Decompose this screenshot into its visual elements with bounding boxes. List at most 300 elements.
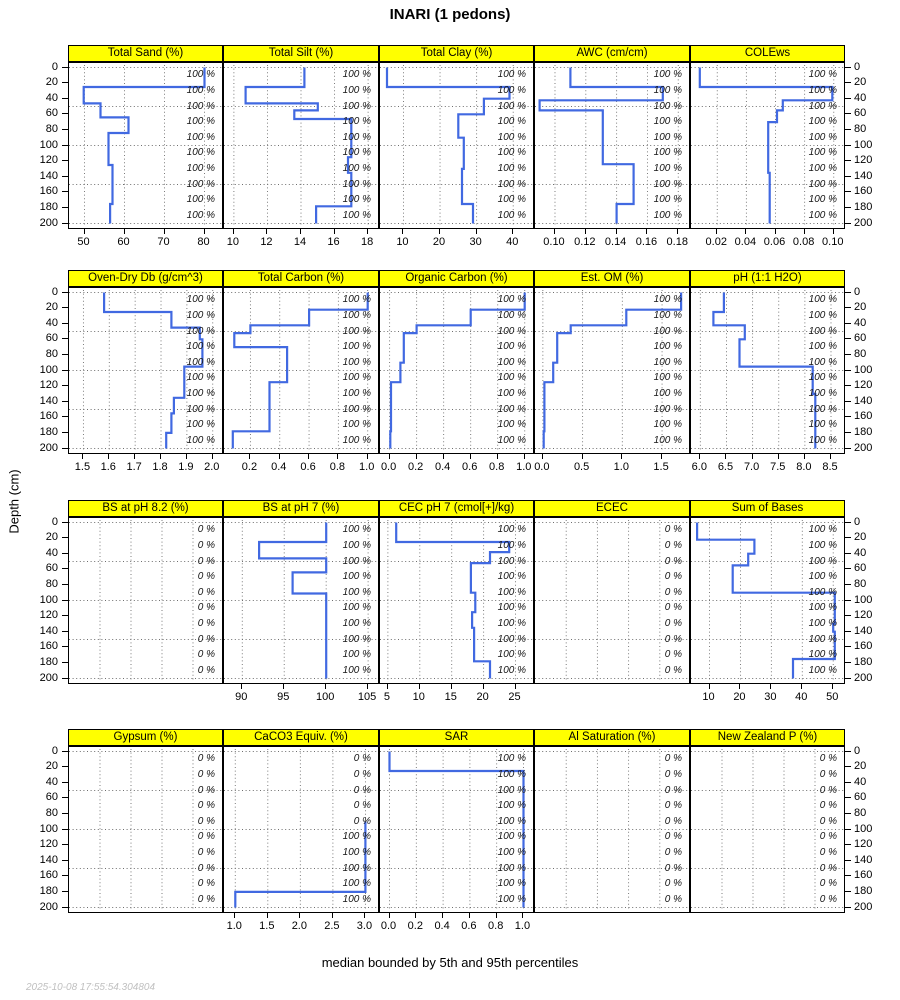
y-tick-label-right: 0 bbox=[854, 60, 861, 73]
strip-total-clay bbox=[379, 45, 534, 62]
panel-total-silt bbox=[223, 62, 379, 229]
pct-label: 0 % bbox=[819, 815, 837, 827]
x-tick-label: 0.04 bbox=[734, 236, 757, 248]
pct-label: 100 % bbox=[497, 419, 526, 431]
y-tick-mark-right bbox=[845, 751, 851, 752]
pct-label: 0 % bbox=[197, 633, 215, 645]
x-tick-mark bbox=[212, 454, 213, 459]
y-tick-label-left: 0 bbox=[51, 515, 58, 528]
y-tick-label-left: 80 bbox=[45, 806, 58, 819]
y-tick-label-right: 20 bbox=[854, 301, 867, 314]
x-tick-label: 16 bbox=[327, 236, 340, 248]
y-tick-label-right: 0 bbox=[854, 285, 861, 298]
panel-est-om bbox=[534, 287, 690, 454]
pct-label: 100 % bbox=[342, 893, 371, 905]
pct-label: 0 % bbox=[664, 800, 682, 812]
strip-sar bbox=[379, 729, 534, 746]
x-tick-label: 0.2 bbox=[407, 920, 423, 932]
y-tick-label-left: 20 bbox=[45, 531, 58, 544]
pct-label: 0 % bbox=[197, 815, 215, 827]
y-tick-label-right: 120 bbox=[854, 609, 873, 622]
strip-organic-carbon bbox=[379, 270, 534, 287]
pct-label: 100 % bbox=[808, 294, 837, 306]
pct-label: 100 % bbox=[808, 403, 837, 415]
pct-label: 100 % bbox=[186, 178, 215, 190]
pct-label: 100 % bbox=[808, 209, 837, 221]
pct-label: 100 % bbox=[342, 387, 371, 399]
pct-label: 100 % bbox=[497, 356, 526, 368]
pct-label: 100 % bbox=[186, 116, 215, 128]
pct-label: 100 % bbox=[497, 815, 526, 827]
x-tick-label: 0.06 bbox=[763, 236, 786, 248]
pct-label: 100 % bbox=[497, 555, 526, 567]
pct-label: 0 % bbox=[664, 555, 682, 567]
pct-label: 100 % bbox=[342, 341, 371, 353]
y-tick-mark-left bbox=[62, 860, 68, 861]
pct-label: 100 % bbox=[653, 178, 682, 190]
x-tick-mark bbox=[389, 454, 390, 459]
y-tick-label-right: 80 bbox=[854, 577, 867, 590]
y-tick-mark-left bbox=[62, 129, 68, 130]
y-tick-mark-right bbox=[845, 292, 851, 293]
x-tick-label: 1.0 bbox=[226, 920, 242, 932]
pct-label: 0 % bbox=[664, 878, 682, 890]
y-tick-mark-left bbox=[62, 191, 68, 192]
y-tick-label-left: 120 bbox=[39, 154, 58, 167]
y-tick-mark-left bbox=[62, 223, 68, 224]
panel-total-clay bbox=[379, 62, 534, 229]
y-tick-mark-left bbox=[62, 145, 68, 146]
pct-label: 0 % bbox=[197, 846, 215, 858]
y-tick-mark-left bbox=[62, 67, 68, 68]
pct-label: 0 % bbox=[353, 753, 371, 765]
panel-oven-dry-db bbox=[68, 287, 223, 454]
strip-bs-ph7 bbox=[223, 500, 379, 517]
x-tick-label: 60 bbox=[117, 236, 130, 248]
pct-label: 100 % bbox=[342, 84, 371, 96]
y-tick-label-left: 200 bbox=[39, 441, 58, 454]
y-tick-mark-right bbox=[845, 67, 851, 68]
pct-label: 100 % bbox=[497, 571, 526, 583]
panel-new-zealand-p bbox=[690, 746, 845, 913]
pct-label: 0 % bbox=[664, 524, 682, 536]
strip-title-awc: AWC (cm/cm) bbox=[576, 47, 648, 59]
pct-label: 100 % bbox=[497, 434, 526, 446]
x-tick-label: 1.9 bbox=[178, 461, 194, 473]
pct-label: 100 % bbox=[342, 403, 371, 415]
pct-label: 100 % bbox=[342, 862, 371, 874]
panel-gypsum bbox=[68, 746, 223, 913]
pct-label: 100 % bbox=[808, 555, 837, 567]
y-tick-label-left: 120 bbox=[39, 609, 58, 622]
y-tick-mark-right bbox=[845, 416, 851, 417]
caption: median bounded by 5th and 95th percentiles bbox=[321, 955, 579, 970]
y-tick-mark-right bbox=[845, 797, 851, 798]
pct-label: 100 % bbox=[342, 147, 371, 159]
strip-title-sum-of-bases: Sum of Bases bbox=[731, 502, 804, 514]
pct-label: 0 % bbox=[819, 768, 837, 780]
x-tick-mark bbox=[497, 454, 498, 459]
y-tick-label-left: 0 bbox=[51, 744, 58, 757]
y-tick-label-right: 20 bbox=[854, 76, 867, 89]
x-tick-mark bbox=[496, 913, 497, 918]
timestamp: 2025-10-08 17:55:54.304804 bbox=[26, 982, 156, 993]
x-tick-mark bbox=[483, 684, 484, 689]
x-tick-label: 5 bbox=[383, 691, 390, 703]
y-tick-mark-left bbox=[62, 338, 68, 339]
pct-label: 100 % bbox=[808, 147, 837, 159]
x-tick-label: 7.5 bbox=[770, 461, 786, 473]
panel-awc bbox=[534, 62, 690, 229]
x-tick-mark bbox=[554, 229, 555, 234]
x-tick-label: 30 bbox=[469, 236, 482, 248]
pct-label: 100 % bbox=[653, 403, 682, 415]
pct-label: 100 % bbox=[808, 372, 837, 384]
x-tick-label: 15 bbox=[444, 691, 457, 703]
pct-label: 100 % bbox=[342, 586, 371, 598]
pct-label: 0 % bbox=[819, 878, 837, 890]
y-tick-mark-right bbox=[845, 160, 851, 161]
pct-label: 100 % bbox=[497, 325, 526, 337]
pct-label: 100 % bbox=[186, 209, 215, 221]
strip-est-om bbox=[534, 270, 690, 287]
y-tick-mark-left bbox=[62, 292, 68, 293]
x-tick-mark bbox=[582, 454, 583, 459]
pct-label: 100 % bbox=[342, 309, 371, 321]
y-tick-label-left: 180 bbox=[39, 884, 58, 897]
y-tick-mark-left bbox=[62, 662, 68, 663]
pct-label: 100 % bbox=[497, 387, 526, 399]
y-tick-label-right: 180 bbox=[854, 200, 873, 213]
chart-title: INARI (1 pedons) bbox=[389, 6, 511, 23]
pct-label: 100 % bbox=[342, 209, 371, 221]
y-tick-mark-right bbox=[845, 615, 851, 616]
x-tick-mark bbox=[283, 684, 284, 689]
pct-label: 100 % bbox=[342, 664, 371, 676]
pct-label: 100 % bbox=[186, 162, 215, 174]
y-tick-mark-right bbox=[845, 432, 851, 433]
y-tick-mark-left bbox=[62, 875, 68, 876]
y-tick-label-left: 60 bbox=[45, 107, 58, 120]
x-tick-mark bbox=[367, 454, 368, 459]
x-tick-mark bbox=[470, 454, 471, 459]
x-tick-mark bbox=[308, 454, 309, 459]
x-tick-mark bbox=[415, 913, 416, 918]
x-tick-mark bbox=[337, 454, 338, 459]
y-tick-mark-right bbox=[845, 782, 851, 783]
pct-label: 0 % bbox=[197, 784, 215, 796]
x-tick-mark bbox=[234, 913, 235, 918]
panel-colews bbox=[690, 62, 845, 229]
pct-label: 100 % bbox=[808, 586, 837, 598]
pct-label: 100 % bbox=[653, 325, 682, 337]
y-tick-label-right: 80 bbox=[854, 122, 867, 135]
y-tick-mark-right bbox=[845, 829, 851, 830]
pct-label: 0 % bbox=[819, 753, 837, 765]
y-tick-label-left: 180 bbox=[39, 655, 58, 668]
x-tick-label: 2.0 bbox=[204, 461, 220, 473]
x-tick-label: 70 bbox=[157, 236, 170, 248]
y-tick-mark-left bbox=[62, 813, 68, 814]
pct-label: 100 % bbox=[497, 162, 526, 174]
y-tick-label-left: 140 bbox=[39, 394, 58, 407]
strip-title-ecec: ECEC bbox=[596, 502, 628, 514]
x-tick-mark bbox=[646, 229, 647, 234]
y-tick-mark-right bbox=[845, 678, 851, 679]
pct-label: 100 % bbox=[186, 434, 215, 446]
panel-sum-of-bases bbox=[690, 517, 845, 684]
y-tick-label-left: 40 bbox=[45, 91, 58, 104]
panel-al-saturation bbox=[534, 746, 690, 913]
pct-label: 100 % bbox=[808, 434, 837, 446]
x-tick-mark bbox=[830, 454, 831, 459]
x-tick-label: 1.0 bbox=[359, 461, 375, 473]
y-tick-label-right: 200 bbox=[854, 900, 873, 913]
pct-label: 100 % bbox=[186, 147, 215, 159]
pct-label: 100 % bbox=[653, 69, 682, 81]
y-tick-mark-left bbox=[62, 448, 68, 449]
y-tick-mark-left bbox=[62, 584, 68, 585]
y-tick-label-right: 20 bbox=[854, 531, 867, 544]
x-tick-mark bbox=[82, 454, 83, 459]
x-tick-mark bbox=[84, 229, 85, 234]
x-tick-mark bbox=[512, 229, 513, 234]
pct-label: 100 % bbox=[653, 434, 682, 446]
y-tick-mark-left bbox=[62, 891, 68, 892]
strip-title-total-sand: Total Sand (%) bbox=[107, 47, 184, 59]
x-tick-label: 30 bbox=[764, 691, 777, 703]
pct-label: 0 % bbox=[197, 862, 215, 874]
pct-label: 100 % bbox=[342, 194, 371, 206]
pct-label: 100 % bbox=[653, 294, 682, 306]
pct-label: 0 % bbox=[197, 571, 215, 583]
pct-label: 100 % bbox=[342, 555, 371, 567]
x-tick-mark bbox=[364, 913, 365, 918]
y-tick-mark-right bbox=[845, 907, 851, 908]
pct-label: 100 % bbox=[186, 194, 215, 206]
x-tick-label: 0.8 bbox=[488, 920, 504, 932]
strip-title-cec-ph7: CEC pH 7 (cmol[+]/kg) bbox=[398, 502, 515, 514]
y-tick-mark-left bbox=[62, 829, 68, 830]
y-tick-mark-right bbox=[845, 338, 851, 339]
x-tick-mark bbox=[739, 684, 740, 689]
y-tick-mark-right bbox=[845, 553, 851, 554]
pct-label: 100 % bbox=[653, 194, 682, 206]
pct-label: 100 % bbox=[497, 664, 526, 676]
x-tick-label: 0.0 bbox=[534, 461, 550, 473]
pct-label: 100 % bbox=[653, 131, 682, 143]
strip-total-silt bbox=[223, 45, 379, 62]
pct-label: 0 % bbox=[197, 800, 215, 812]
pct-label: 100 % bbox=[497, 309, 526, 321]
x-tick-label: 8.5 bbox=[822, 461, 838, 473]
x-tick-mark bbox=[716, 229, 717, 234]
x-tick-label: 7.0 bbox=[743, 461, 760, 473]
x-tick-mark bbox=[778, 454, 779, 459]
pct-label: 0 % bbox=[353, 784, 371, 796]
pct-label: 100 % bbox=[342, 633, 371, 645]
x-tick-label: 6.5 bbox=[717, 461, 734, 473]
pct-label: 100 % bbox=[808, 309, 837, 321]
y-tick-label-left: 180 bbox=[39, 200, 58, 213]
strip-title-gypsum: Gypsum (%) bbox=[113, 731, 178, 743]
x-tick-label: 105 bbox=[357, 691, 377, 703]
y-tick-label-left: 20 bbox=[45, 760, 58, 773]
y-tick-label-right: 0 bbox=[854, 515, 861, 528]
panel-bs-ph7 bbox=[223, 517, 379, 684]
pct-label: 0 % bbox=[197, 617, 215, 629]
x-tick-label: 25 bbox=[508, 691, 521, 703]
pct-label: 100 % bbox=[186, 356, 215, 368]
pct-label: 100 % bbox=[342, 524, 371, 536]
x-tick-label: 100 bbox=[315, 691, 335, 703]
pct-label: 100 % bbox=[497, 831, 526, 843]
x-tick-mark bbox=[476, 229, 477, 234]
x-tick-label: 0.4 bbox=[435, 461, 451, 473]
y-tick-label-right: 140 bbox=[854, 394, 873, 407]
y-tick-mark-right bbox=[845, 207, 851, 208]
pct-label: 100 % bbox=[186, 294, 215, 306]
x-tick-mark bbox=[804, 229, 805, 234]
y-tick-label-left: 120 bbox=[39, 838, 58, 851]
strip-cec-ph7 bbox=[379, 500, 534, 517]
y-tick-label-right: 120 bbox=[854, 379, 873, 392]
y-tick-mark-right bbox=[845, 813, 851, 814]
pct-label: 100 % bbox=[653, 309, 682, 321]
pct-label: 100 % bbox=[808, 178, 837, 190]
pct-label: 0 % bbox=[664, 784, 682, 796]
y-tick-mark-left bbox=[62, 432, 68, 433]
x-tick-mark bbox=[524, 454, 525, 459]
pct-label: 100 % bbox=[497, 846, 526, 858]
y-tick-mark-left bbox=[62, 766, 68, 767]
x-tick-mark bbox=[266, 229, 267, 234]
pct-label: 100 % bbox=[342, 831, 371, 843]
y-tick-label-left: 100 bbox=[39, 138, 58, 151]
x-tick-label: 0.10 bbox=[543, 236, 565, 248]
x-tick-mark bbox=[334, 229, 335, 234]
pct-label: 100 % bbox=[653, 147, 682, 159]
y-tick-mark-left bbox=[62, 782, 68, 783]
pct-label: 100 % bbox=[497, 524, 526, 536]
y-tick-mark-left bbox=[62, 631, 68, 632]
strip-new-zealand-p bbox=[690, 729, 845, 746]
pct-label: 100 % bbox=[497, 147, 526, 159]
y-tick-label-right: 100 bbox=[854, 822, 873, 835]
y-tick-mark-left bbox=[62, 401, 68, 402]
pct-label: 100 % bbox=[342, 116, 371, 128]
y-tick-label-right: 60 bbox=[854, 791, 867, 804]
x-tick-label: 80 bbox=[197, 236, 210, 248]
y-tick-mark-left bbox=[62, 646, 68, 647]
pct-label: 0 % bbox=[197, 539, 215, 551]
strip-title-bs-ph82: BS at pH 8.2 (%) bbox=[102, 502, 189, 514]
y-tick-label-right: 180 bbox=[854, 655, 873, 668]
x-tick-label: 0.2 bbox=[241, 461, 258, 473]
y-tick-mark-right bbox=[845, 766, 851, 767]
x-tick-mark bbox=[325, 684, 326, 689]
pct-label: 0 % bbox=[664, 602, 682, 614]
pct-label: 100 % bbox=[342, 846, 371, 858]
pct-label: 100 % bbox=[186, 419, 215, 431]
x-tick-label: 0.6 bbox=[461, 920, 477, 932]
y-tick-label-right: 180 bbox=[854, 425, 873, 438]
panel-ecec bbox=[534, 517, 690, 684]
panel-ph-h2o bbox=[690, 287, 845, 454]
y-tick-mark-left bbox=[62, 553, 68, 554]
x-tick-label: 20 bbox=[432, 236, 446, 248]
y-tick-mark-right bbox=[845, 537, 851, 538]
pct-label: 100 % bbox=[497, 800, 526, 812]
x-tick-label: 0.10 bbox=[822, 236, 844, 248]
pct-label: 100 % bbox=[497, 100, 526, 112]
pct-label: 0 % bbox=[197, 664, 215, 676]
pct-label: 0 % bbox=[664, 893, 682, 905]
x-tick-label: 20 bbox=[733, 691, 746, 703]
y-tick-label-right: 100 bbox=[854, 363, 873, 376]
panel-sar bbox=[379, 746, 534, 913]
y-tick-label-left: 200 bbox=[39, 671, 58, 684]
pct-label: 100 % bbox=[653, 419, 682, 431]
y-tick-label-left: 100 bbox=[39, 363, 58, 376]
pct-label: 100 % bbox=[186, 131, 215, 143]
pct-label: 100 % bbox=[497, 372, 526, 384]
x-tick-label: 40 bbox=[506, 236, 519, 248]
pct-label: 100 % bbox=[342, 372, 371, 384]
pct-label: 100 % bbox=[808, 131, 837, 143]
y-tick-label-right: 20 bbox=[854, 760, 867, 773]
x-tick-label: 0.0 bbox=[380, 920, 397, 932]
x-tick-mark bbox=[725, 454, 726, 459]
pct-label: 100 % bbox=[186, 84, 215, 96]
pct-label: 0 % bbox=[664, 846, 682, 858]
pct-label: 100 % bbox=[808, 84, 837, 96]
pct-label: 100 % bbox=[497, 84, 526, 96]
x-tick-label: 0.08 bbox=[792, 236, 815, 248]
x-tick-mark bbox=[542, 454, 543, 459]
pct-label: 0 % bbox=[819, 784, 837, 796]
pct-label: 100 % bbox=[497, 586, 526, 598]
y-tick-label-left: 60 bbox=[45, 791, 58, 804]
strip-oven-dry-db bbox=[68, 270, 223, 287]
pct-label: 100 % bbox=[497, 116, 526, 128]
y-tick-mark-right bbox=[845, 113, 851, 114]
y-tick-mark-left bbox=[62, 98, 68, 99]
x-tick-mark bbox=[416, 454, 417, 459]
y-tick-label-right: 160 bbox=[854, 410, 873, 423]
pct-label: 0 % bbox=[197, 878, 215, 890]
y-tick-mark-right bbox=[845, 522, 851, 523]
strip-title-ph-h2o: pH (1:1 H2O) bbox=[733, 272, 802, 284]
y-tick-mark-left bbox=[62, 844, 68, 845]
pct-label: 100 % bbox=[497, 753, 526, 765]
x-tick-mark bbox=[621, 454, 622, 459]
x-tick-mark bbox=[249, 454, 250, 459]
x-tick-mark bbox=[616, 229, 617, 234]
x-tick-label: 0.2 bbox=[407, 461, 424, 473]
x-tick-label: 10 bbox=[412, 691, 425, 703]
pct-label: 100 % bbox=[342, 571, 371, 583]
x-tick-mark bbox=[299, 913, 300, 918]
x-tick-label: 40 bbox=[795, 691, 808, 703]
pct-label: 100 % bbox=[653, 162, 682, 174]
y-tick-label-right: 100 bbox=[854, 593, 873, 606]
y-tick-label-left: 60 bbox=[45, 332, 58, 345]
pct-label: 0 % bbox=[664, 539, 682, 551]
x-tick-mark bbox=[752, 454, 753, 459]
y-tick-label-left: 80 bbox=[45, 347, 58, 360]
pct-label: 0 % bbox=[819, 831, 837, 843]
